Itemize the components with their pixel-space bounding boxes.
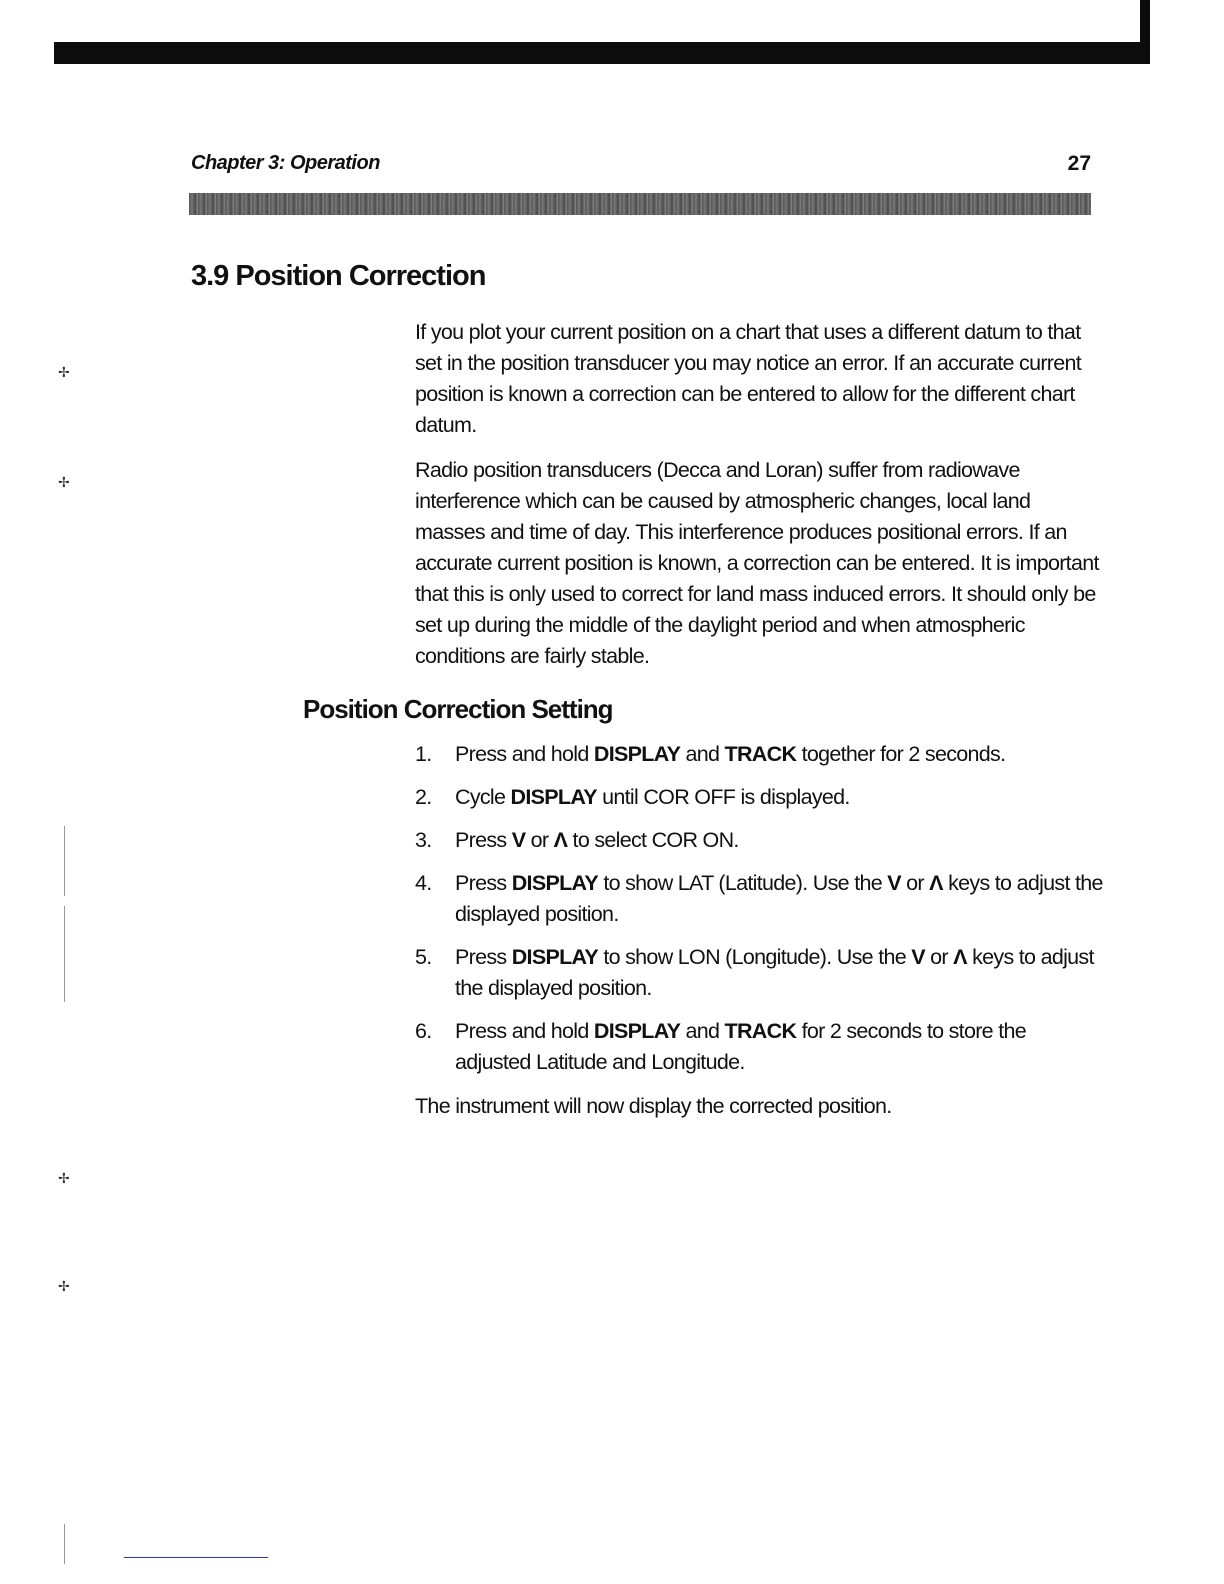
margin-scan-line	[64, 906, 65, 1002]
display-key: DISPLAY	[510, 785, 597, 809]
step-text: to select COR ON.	[567, 828, 739, 852]
step-text: Press and hold	[455, 742, 594, 766]
step-3	[415, 825, 1105, 856]
step-text: Press and hold	[455, 1019, 594, 1043]
step-number: 5.	[415, 945, 432, 969]
down-key-icon: V	[511, 828, 526, 852]
step-number: 6.	[415, 1019, 432, 1043]
header-rule	[189, 193, 1091, 215]
step-text: Cycle	[455, 785, 511, 809]
up-key-icon: Λ	[553, 828, 568, 852]
margin-speck: ✢	[58, 1278, 70, 1294]
top-scan-bar	[54, 42, 1150, 64]
step-text: and	[680, 742, 725, 766]
steps-list	[415, 739, 1105, 1090]
paragraph-radio-transducers: Radio position transducers (Decca and Loran) suffer from radiowave interference which can be caused by atmospheric changes, local land masses and time of day. This interference produces positional errors. If an accurate current position is known, a correction can be entered. It is important that this is only used to correct for land mass induced errors. It should only be set up during the middle of the daylight period and when atmospheric conditions are fairly stable.	[415, 458, 1099, 668]
step-text: Press	[455, 828, 512, 852]
step-number: 2.	[415, 785, 432, 809]
down-key-icon: V	[887, 871, 901, 895]
track-key: TRACK	[724, 742, 797, 766]
display-key: DISPLAY	[511, 871, 599, 895]
display-key: DISPLAY	[511, 945, 599, 969]
bottom-rule	[124, 1557, 268, 1558]
track-key: TRACK	[724, 1019, 797, 1043]
page-number: 27	[1067, 152, 1091, 175]
margin-scan-line	[64, 1524, 65, 1564]
step-text: or	[525, 828, 554, 852]
step-text: Press	[455, 871, 512, 895]
paragraph-datum: If you plot your current position on a chart that uses a different datum to that set in the position transducer you may notice an error. If an accurate current position is known a correction can be entered to allow for the different chart datum.	[415, 320, 1082, 437]
closing-paragraph: The instrument will now display the corrected position.	[415, 1094, 892, 1118]
up-key-icon: Λ	[929, 871, 943, 895]
step-text: to show LAT (Latitude). Use the	[598, 871, 888, 895]
step-text: until COR OFF is displayed.	[596, 785, 850, 809]
step-5	[415, 942, 1105, 1004]
margin-scan-line	[64, 826, 65, 896]
display-key: DISPLAY	[593, 1019, 681, 1043]
display-key: DISPLAY	[593, 742, 681, 766]
step-number: 1.	[415, 742, 432, 766]
margin-speck: ✢	[58, 1170, 70, 1186]
down-key-icon: V	[911, 945, 925, 969]
step-number: 4.	[415, 871, 432, 895]
step-1	[415, 739, 1105, 770]
up-key-icon: Λ	[953, 945, 967, 969]
subsection-title: Position Correction Setting	[303, 694, 613, 724]
step-text: keys to adjust the displayed position.	[455, 945, 1094, 1000]
page-header	[191, 152, 1091, 180]
step-text: or	[900, 871, 930, 895]
chapter-label: Chapter 3: Operation	[191, 152, 380, 174]
step-text: and	[680, 1019, 725, 1043]
step-text: to show LON (Longitude). Use the	[598, 945, 912, 969]
step-text: Press	[455, 945, 512, 969]
step-text: or	[924, 945, 954, 969]
margin-speck: ✢	[58, 364, 70, 380]
step-4	[415, 868, 1105, 930]
step-6	[415, 1016, 1105, 1078]
step-text: for 2 seconds to store the adjusted Latitude and Longitude.	[455, 1019, 1026, 1074]
step-text: together for 2 seconds.	[796, 742, 1006, 766]
step-2	[415, 782, 1105, 813]
step-number: 3.	[415, 828, 432, 852]
step-text: keys to adjust the displayed position.	[455, 871, 1103, 926]
margin-speck: ✢	[58, 474, 70, 490]
top-bar-notch	[1140, 0, 1150, 64]
section-title: 3.9 Position Correction	[191, 260, 486, 292]
